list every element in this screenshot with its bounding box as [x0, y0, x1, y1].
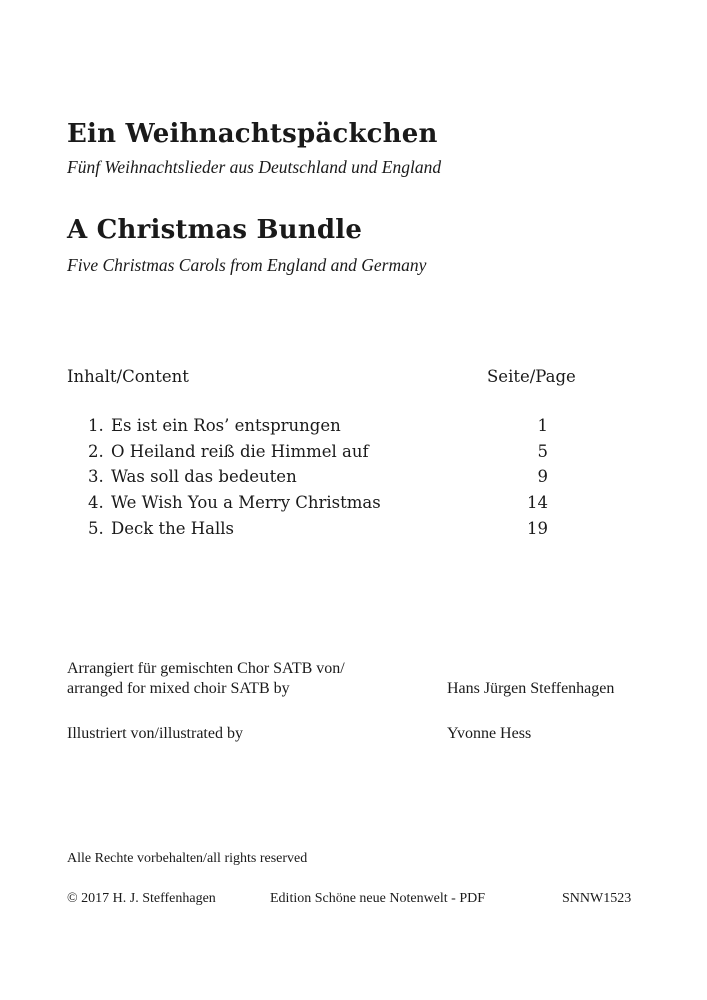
copyright-notice: © 2017 H. J. Steffenhagen [67, 891, 216, 906]
toc-item [0, 442, 707, 466]
toc-item-page: 14 [527, 493, 548, 512]
toc-header-page: Seite/Page [487, 367, 576, 386]
rights-notice: Alle Rechte vorbehalten/all rights reserved [67, 851, 308, 866]
toc-item [0, 467, 707, 491]
toc-item-page: 9 [537, 467, 548, 486]
toc-item-number: 2. [88, 442, 104, 461]
toc-item-number: 3. [88, 467, 104, 486]
title-german: Ein Weihnachtspäckchen [67, 119, 438, 149]
toc-item-number: 4. [88, 493, 104, 512]
toc-header-content: Inhalt/Content [67, 367, 189, 386]
arranged-label-english: arranged for mixed choir SATB by [67, 680, 290, 697]
toc-item-title: Deck the Halls [111, 519, 234, 538]
illustrator-name: Yvonne Hess [447, 725, 532, 742]
toc-item-title: Es ist ein Ros’ entsprungen [111, 416, 341, 435]
toc-item-page: 5 [537, 442, 548, 461]
illustrated-label: Illustriert von/illustrated by [67, 725, 243, 742]
toc-item-title: Was soll das bedeuten [111, 467, 297, 486]
subtitle-german: Fünf Weihnachtslieder aus Deutschland und England [67, 157, 442, 177]
toc-item-title: O Heiland reiß die Himmel auf [111, 442, 369, 461]
toc-item [0, 416, 707, 440]
toc-item-title: We Wish You a Merry Christmas [111, 493, 381, 512]
toc-item-page: 1 [537, 416, 548, 435]
toc-item [0, 519, 707, 543]
toc-item-number: 1. [88, 416, 104, 435]
toc-item-number: 5. [88, 519, 104, 538]
subtitle-english: Five Christmas Carols from England and Germany [67, 255, 427, 275]
catalog-code: SNNW1523 [562, 891, 632, 906]
toc-item-page: 19 [527, 519, 548, 538]
title-english: A Christmas Bundle [67, 215, 363, 245]
edition-name: Edition Schöne neue Notenwelt - PDF [270, 891, 486, 906]
toc-item [0, 493, 707, 517]
arranged-label-german: Arrangiert für gemischten Chor SATB von/ [67, 660, 345, 677]
arranger-name: Hans Jürgen Steffenhagen [447, 680, 615, 697]
